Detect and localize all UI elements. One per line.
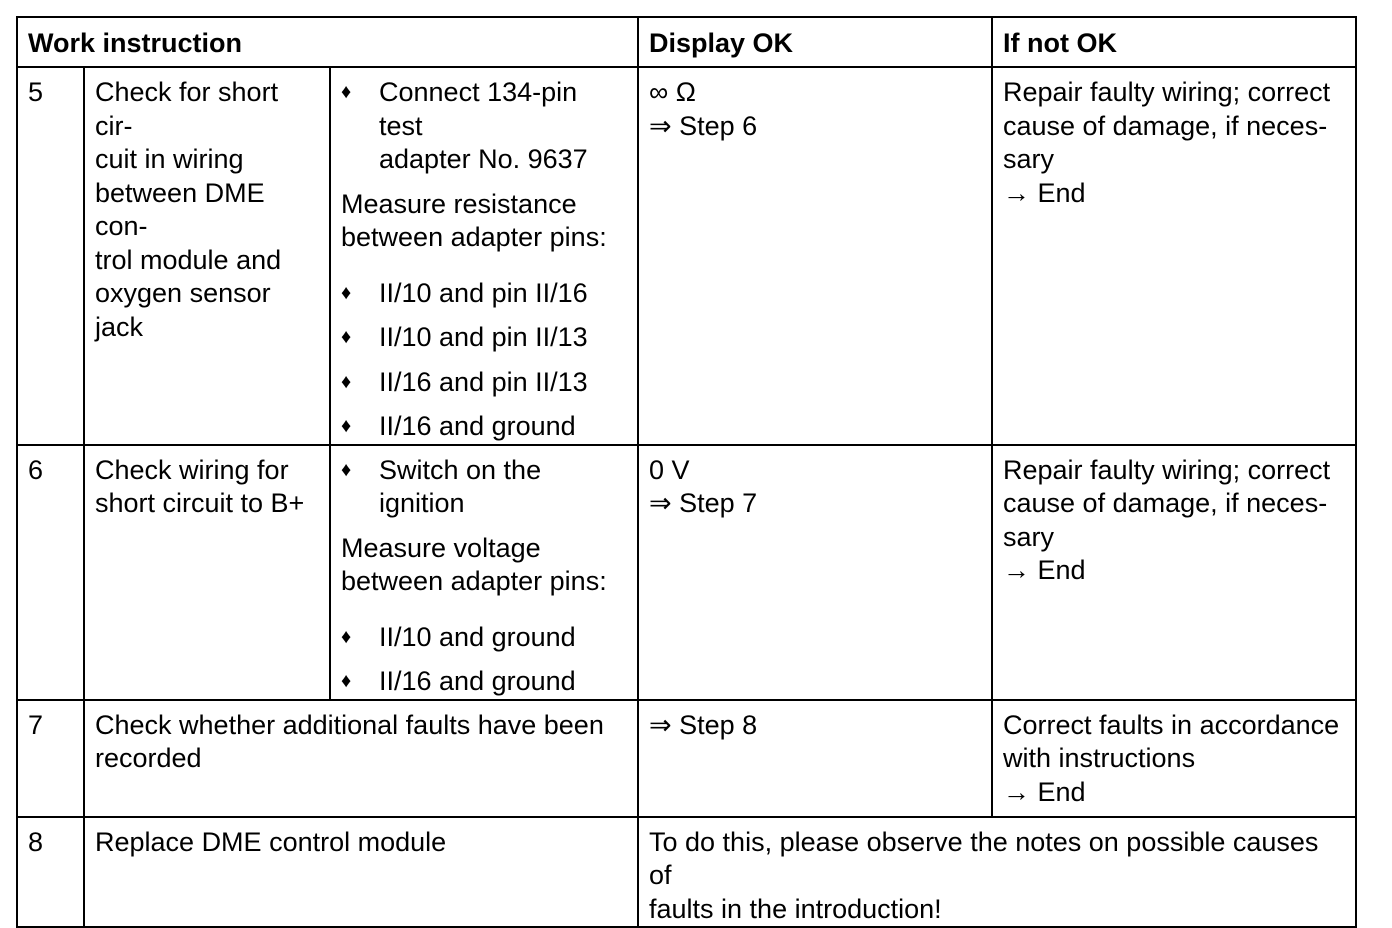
description-line: Check for short cir- <box>95 77 279 141</box>
step-description <box>84 817 638 928</box>
bullet-icon: ♦ <box>341 326 352 348</box>
action-line: adapter No. 9637 <box>379 144 588 174</box>
bullet-icon: ♦ <box>341 81 352 103</box>
pin-bullet: ♦ II/10 and pin II/16 <box>341 277 627 311</box>
step-number: 5 <box>17 67 84 445</box>
bullet-icon: ♦ <box>341 625 352 648</box>
description-line: Replace DME control module <box>95 826 447 857</box>
step-procedure <box>330 445 638 700</box>
pin-bullet: ♦ II/16 and ground <box>341 665 627 699</box>
description-line: trol module and <box>95 244 282 275</box>
bullet-icon: ♦ <box>341 458 352 481</box>
step-number: 6 <box>17 445 84 700</box>
if-not-ok-cell: Repair faulty wiring; correct cause of damage, if neces- sary → End <box>992 67 1356 445</box>
bullet-icon: ♦ <box>341 415 352 437</box>
if-not-ok-cell: Repair faulty wiring; correct cause of damage, if neces- sary → End <box>992 445 1356 700</box>
measure-text: Measure resistance between adapter pins: <box>341 188 607 252</box>
table-row <box>17 700 1356 817</box>
display-ok-cell: ⇒ Step 8 <box>638 700 992 817</box>
description-line: oxygen sensor jack <box>95 278 271 342</box>
if-not-ok-cell: Correct faults in accordance with instructions → End <box>992 700 1356 817</box>
description-line: short circuit to B+ <box>95 488 305 518</box>
bullet-icon: ♦ <box>341 670 352 692</box>
pin-bullet: ♦ II/10 and ground <box>341 621 627 655</box>
description-line: Check whether additional faults have been <box>95 709 604 740</box>
work-instruction-table <box>16 16 1357 928</box>
table-row <box>17 67 1356 445</box>
bullet-icon: ♦ <box>341 281 352 304</box>
action-bullet <box>341 76 627 177</box>
table-row <box>17 817 1356 928</box>
action-line: Connect 134-pin test <box>379 77 578 141</box>
step-description <box>84 67 330 445</box>
table-header-row <box>17 17 1356 67</box>
action-bullet <box>341 454 627 521</box>
step-description <box>84 700 638 817</box>
step-procedure <box>330 67 638 445</box>
header-display-ok: Display OK <box>638 17 992 67</box>
description-line: Check wiring for <box>95 454 289 485</box>
measure-text: Measure voltage between adapter pins: <box>341 532 607 596</box>
note-cell: To do this, please observe the notes on possible causes of faults in the introduction! <box>638 817 1356 928</box>
description-line: recorded <box>95 743 202 773</box>
description-line: between DME con- <box>95 177 265 241</box>
header-work-instruction: Work instruction <box>17 17 638 67</box>
pin-bullet: ♦ II/16 and pin II/13 <box>341 366 627 400</box>
bullet-icon: ♦ <box>341 370 352 393</box>
step-number: 7 <box>17 700 84 817</box>
pin-bullet: ♦ II/10 and pin II/13 <box>341 321 627 355</box>
table-row <box>17 445 1356 700</box>
display-ok-cell: 0 V ⇒ Step 7 <box>638 445 992 700</box>
step-description <box>84 445 330 700</box>
step-number: 8 <box>17 817 84 928</box>
action-line: Switch on the ignition <box>379 454 542 518</box>
display-ok-cell: ∞ Ω ⇒ Step 6 <box>638 67 992 445</box>
pin-bullet: ♦ II/16 and ground <box>341 410 627 444</box>
header-if-not-ok: If not OK <box>992 17 1356 67</box>
description-line: cuit in wiring <box>95 144 244 174</box>
